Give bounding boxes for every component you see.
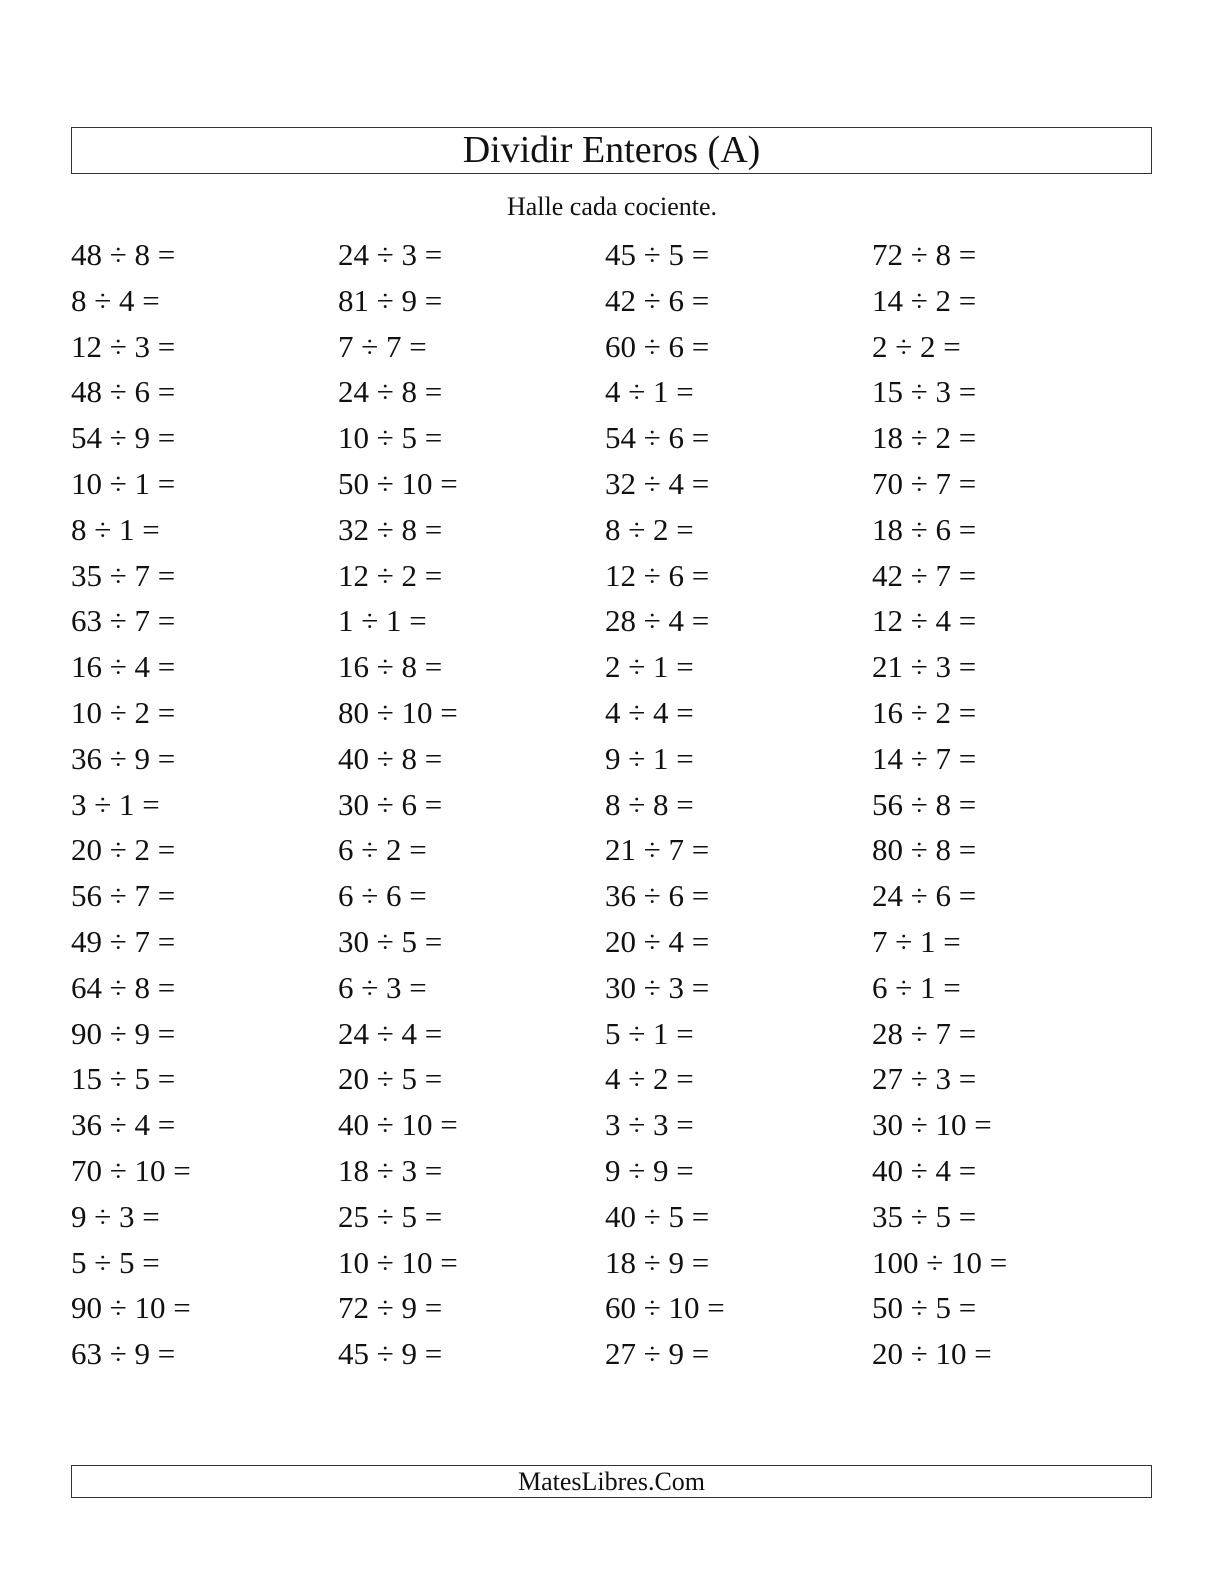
problem-grid xyxy=(71,236,1152,1381)
division-problem: 40 ÷ 8 = xyxy=(338,740,443,776)
division-problem: 18 ÷ 3 = xyxy=(338,1152,443,1188)
division-problem: 21 ÷ 3 = xyxy=(872,649,977,685)
division-problem: 3 ÷ 3 = xyxy=(605,1107,694,1143)
division-problem: 8 ÷ 4 = xyxy=(71,282,160,318)
division-problem: 10 ÷ 10 = xyxy=(338,1244,458,1280)
footer-text: MatesLibres.Com xyxy=(517,1466,706,1496)
division-problem: 5 ÷ 1 = xyxy=(605,1015,694,1051)
division-problem: 10 ÷ 1 = xyxy=(71,465,176,501)
division-problem: 7 ÷ 1 = xyxy=(872,923,961,959)
division-problem: 49 ÷ 7 = xyxy=(71,923,176,959)
division-problem: 4 ÷ 1 = xyxy=(605,374,694,410)
division-problem: 42 ÷ 6 = xyxy=(605,282,710,318)
division-problem: 16 ÷ 8 = xyxy=(338,649,443,685)
division-problem: 100 ÷ 10 = xyxy=(872,1244,1008,1280)
division-problem: 20 ÷ 2 = xyxy=(71,832,176,868)
division-problem: 20 ÷ 5 = xyxy=(338,1061,443,1097)
division-problem: 14 ÷ 7 = xyxy=(872,740,977,776)
division-problem: 32 ÷ 8 = xyxy=(338,511,443,547)
division-problem: 3 ÷ 1 = xyxy=(71,786,160,822)
division-problem: 24 ÷ 8 = xyxy=(338,374,443,410)
division-problem: 4 ÷ 4 = xyxy=(605,694,694,730)
division-problem: 72 ÷ 8 = xyxy=(872,237,977,272)
division-problem: 72 ÷ 9 = xyxy=(338,1290,443,1326)
division-problem: 16 ÷ 4 = xyxy=(71,649,176,685)
division-problem: 30 ÷ 3 = xyxy=(605,969,710,1005)
division-problem: 56 ÷ 7 = xyxy=(71,878,176,914)
division-problem: 9 ÷ 3 = xyxy=(71,1198,160,1234)
division-problem: 45 ÷ 9 = xyxy=(338,1336,443,1372)
division-problem: 40 ÷ 10 = xyxy=(338,1107,458,1143)
division-problem: 24 ÷ 6 = xyxy=(872,878,977,914)
division-problem: 24 ÷ 4 = xyxy=(338,1015,443,1051)
division-problem: 21 ÷ 7 = xyxy=(605,832,710,868)
division-problem: 54 ÷ 9 = xyxy=(71,420,176,456)
division-problem: 36 ÷ 6 = xyxy=(605,878,710,914)
division-problem: 5 ÷ 5 = xyxy=(71,1244,160,1280)
division-problem: 56 ÷ 8 = xyxy=(872,786,977,822)
division-problem: 25 ÷ 5 = xyxy=(338,1198,443,1234)
division-problem: 90 ÷ 10 = xyxy=(71,1290,191,1326)
division-problem: 12 ÷ 2 = xyxy=(338,557,443,593)
division-problem: 18 ÷ 9 = xyxy=(605,1244,710,1280)
division-problem: 35 ÷ 7 = xyxy=(71,557,176,593)
division-problem: 50 ÷ 5 = xyxy=(872,1290,977,1326)
division-problem: 9 ÷ 1 = xyxy=(605,740,694,776)
division-problem: 36 ÷ 9 = xyxy=(71,740,176,776)
division-problem: 18 ÷ 6 = xyxy=(872,511,977,547)
footer-box xyxy=(71,1465,1152,1498)
division-problem: 15 ÷ 3 = xyxy=(872,374,977,410)
division-problem: 70 ÷ 10 = xyxy=(71,1152,191,1188)
division-problem: 30 ÷ 6 = xyxy=(338,786,443,822)
division-problem: 54 ÷ 6 = xyxy=(605,420,710,456)
division-problem: 9 ÷ 9 = xyxy=(605,1152,694,1188)
division-problem: 80 ÷ 8 = xyxy=(872,832,977,868)
division-problem: 14 ÷ 2 = xyxy=(872,282,977,318)
division-problem: 12 ÷ 3 = xyxy=(71,328,176,364)
division-problem: 1 ÷ 1 = xyxy=(338,603,427,639)
division-problem: 28 ÷ 7 = xyxy=(872,1015,977,1051)
division-problem: 15 ÷ 5 = xyxy=(71,1061,176,1097)
instructions: Halle cada cociente. xyxy=(506,192,718,221)
division-problem: 63 ÷ 9 = xyxy=(71,1336,176,1372)
division-problem: 80 ÷ 10 = xyxy=(338,694,458,730)
division-problem: 8 ÷ 2 = xyxy=(605,511,694,547)
division-problem: 40 ÷ 5 = xyxy=(605,1198,710,1234)
division-problem: 48 ÷ 6 = xyxy=(71,374,176,410)
page-title: Dividir Enteros (A) xyxy=(462,128,761,171)
division-problem: 48 ÷ 8 = xyxy=(71,237,176,272)
division-problem: 10 ÷ 5 = xyxy=(338,420,443,456)
division-problem: 50 ÷ 10 = xyxy=(338,465,458,501)
division-problem: 60 ÷ 10 = xyxy=(605,1290,725,1326)
division-problem: 28 ÷ 4 = xyxy=(605,603,710,639)
division-problem: 20 ÷ 4 = xyxy=(605,923,710,959)
division-problem: 16 ÷ 2 = xyxy=(872,694,977,730)
division-problem: 10 ÷ 2 = xyxy=(71,694,176,730)
division-problem: 45 ÷ 5 = xyxy=(605,237,710,272)
division-problem: 42 ÷ 7 = xyxy=(872,557,977,593)
division-problem: 70 ÷ 7 = xyxy=(872,465,977,501)
division-problem: 6 ÷ 1 = xyxy=(872,969,961,1005)
division-problem: 2 ÷ 1 = xyxy=(605,649,694,685)
division-problem: 12 ÷ 4 = xyxy=(872,603,977,639)
division-problem: 2 ÷ 2 = xyxy=(872,328,961,364)
division-problem: 8 ÷ 8 = xyxy=(605,786,694,822)
division-problem: 8 ÷ 1 = xyxy=(71,511,160,547)
division-problem: 63 ÷ 7 = xyxy=(71,603,176,639)
title-box xyxy=(71,127,1152,174)
division-problem: 40 ÷ 4 = xyxy=(872,1152,977,1188)
division-problem: 20 ÷ 10 = xyxy=(872,1336,992,1372)
division-problem: 36 ÷ 4 = xyxy=(71,1107,176,1143)
division-problem: 27 ÷ 3 = xyxy=(872,1061,977,1097)
division-problem: 30 ÷ 5 = xyxy=(338,923,443,959)
division-problem: 18 ÷ 2 = xyxy=(872,420,977,456)
division-problem: 6 ÷ 3 = xyxy=(338,969,427,1005)
division-problem: 64 ÷ 8 = xyxy=(71,969,176,1005)
division-problem: 90 ÷ 9 = xyxy=(71,1015,176,1051)
division-problem: 24 ÷ 3 = xyxy=(338,237,443,272)
division-problem: 35 ÷ 5 = xyxy=(872,1198,977,1234)
division-problem: 81 ÷ 9 = xyxy=(338,282,443,318)
division-problem: 27 ÷ 9 = xyxy=(605,1336,710,1372)
division-problem: 6 ÷ 2 = xyxy=(338,832,427,868)
division-problem: 12 ÷ 6 = xyxy=(605,557,710,593)
division-problem: 32 ÷ 4 = xyxy=(605,465,710,501)
division-problem: 4 ÷ 2 = xyxy=(605,1061,694,1097)
division-problem: 7 ÷ 7 = xyxy=(338,328,427,364)
division-problem: 30 ÷ 10 = xyxy=(872,1107,992,1143)
division-problem: 6 ÷ 6 = xyxy=(338,878,427,914)
division-problem: 60 ÷ 6 = xyxy=(605,328,710,364)
